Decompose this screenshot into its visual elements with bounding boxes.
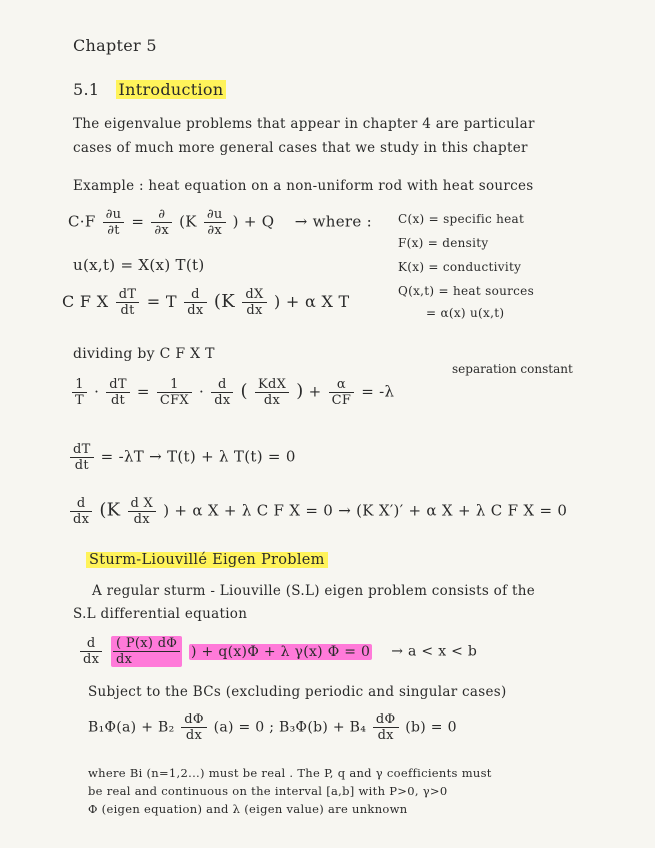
example-line: Example : heat equation on a non-uniform rod with heat sources (73, 178, 534, 194)
separation-constant-note: separation constant (452, 362, 573, 376)
section-title: Introduction (116, 80, 227, 99)
sl-differential-equation: $\frac{d}{dx}$ $\frac{( P(x) d\Phi}{dx}$ ) + q(x)Φ + λ γ(x) Φ = 0 → a < x < b (78, 636, 477, 667)
boundary-conditions-heading: Subject to the BCs (excluding periodic and singular cases) (88, 684, 507, 700)
separation-ansatz: u(x,t) = X(x) T(t) (73, 256, 205, 274)
divided-equation: $\frac{1}{T}$ · $\frac{dT}{dt}$ = $\frac{1}{\text{CFX}}$ · $\frac{d}{dx}$ ( $\frac{\text{KdX}}{dx}$ ) + $\frac{\alpha}{CF}$ = -λ (70, 377, 394, 408)
section-number: 5.1 (73, 80, 100, 99)
sl-text-2: S.L differential equation (73, 606, 248, 622)
def-conductivity: K(x) = conductivity (398, 260, 522, 274)
def-density: F(x) = density (398, 236, 489, 250)
sturm-liouville-title: Sturm-Liouvillé Eigen Problem (86, 552, 328, 568)
def-heat-sources: Q(x,t) = heat sources (398, 284, 535, 298)
chapter-heading: Chapter 5 (73, 36, 157, 55)
du-dt-fraction: $\frac{\partial u}{\partial t}$ (103, 207, 125, 238)
def-heat-sources-expr: = α(x) u(x,t) (426, 306, 505, 320)
def-specific-heat: C(x) = specific heat (398, 212, 525, 226)
where-line-1: where Bi (n=1,2...) must be real . The P, q and γ coefficients must (88, 766, 492, 780)
intro-line-2: cases of much more general cases that we study in this chapter (73, 140, 528, 156)
space-equation: $\frac{d}{dx}$ (K $\frac{\text{d X}}{dx}$ ) + α X + λ C F X = 0 → (K X′)′ + α X + λ C F X = 0 (68, 496, 567, 527)
time-equation: $\frac{dT}{dt}$ = -λT → T(t) + λ T(t) = 0 (68, 442, 296, 473)
dividing-line: dividing by C F X T (73, 346, 215, 362)
separated-equation: C F X $\frac{dT}{dt}$ = T $\frac{d}{dx}$ (K $\frac{dX}{dx}$ ) + α X T (62, 287, 350, 318)
intro-line-1: The eigenvalue problems that appear in chapter 4 are particular (73, 116, 535, 132)
sl-text-1: A regular sturm - Liouville (S.L) eigen problem consists of the (92, 583, 536, 599)
section-heading (73, 80, 226, 99)
boundary-conditions: B₁Φ(a) + B₂ $\frac{d\Phi}{dx}$ (a) = 0 ; B₃Φ(b) + B₄ $\frac{d\Phi}{dx}$ (b) = 0 (88, 712, 457, 743)
where-line-3: Φ (eigen equation) and λ (eigen value) are unknown (88, 802, 408, 816)
heat-equation: C·F $\frac{\partial u}{\partial t}$ = $\frac{\partial}{\partial x}$ (K $\frac{\partial u}{\partial x}$ ) + Q → where : (68, 207, 372, 238)
where-line-2: be real and continuous on the interval [a,b] with P>0, γ>0 (88, 784, 448, 798)
